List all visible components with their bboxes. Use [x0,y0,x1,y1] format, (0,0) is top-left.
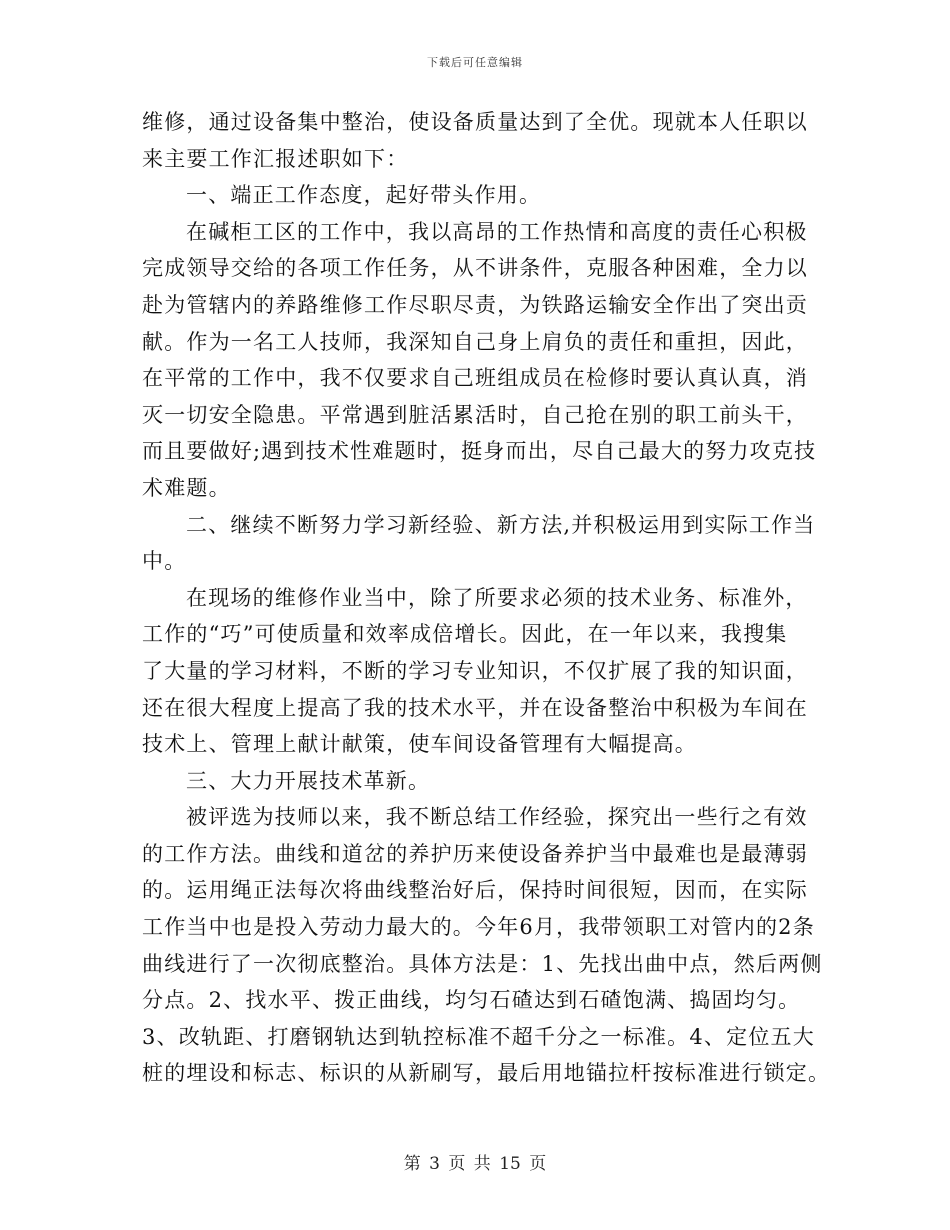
text-line: 了大量的学习材料，不断的学习专业知识，不仅扩展了我的知识面， [142,658,808,683]
text-line: 3、改轨距、打磨钢轨达到轨控标准不超千分之一标准。4、定位五大 [142,1024,815,1049]
text-line: 桩的埋设和标志、标识的从新刷写，最后用地锚拉杆按标准进行锁定。 [142,1061,831,1086]
text-line: 在碱柜工区的工作中，我以高昂的工作热情和高度的责任心积极 [186,219,808,244]
text-line: 被评选为技师以来，我不断总结工作经验，探究出一些行之有效 [186,805,808,830]
text-line: 中。 [142,549,187,574]
text-line: 来主要工作汇报述职如下： [142,146,409,171]
text-line: 三、大力开展技术革新。 [186,768,431,793]
text-line: 献。作为一名工人技师，我深知自己身上肩负的责任和重担，因此， [142,329,808,354]
text-line: 完成领导交给的各项工作任务，从不讲条件，克服各种困难，全力以 [142,256,808,281]
text-line: 还在很大程度上提高了我的技术水平，并在设备整治中积极为车间在 [142,695,808,720]
document-body [142,104,831,1092]
text-line: 工作当中也是投入劳动力最大的。今年6月，我带领职工对管内的2条 [142,915,815,940]
text-line: 维修，通过设备集中整治，使设备质量达到了全优。现就本人任职以 [142,110,808,134]
text-line: 一、端正工作态度，起好带头作用。 [186,183,542,208]
text-line: 曲线进行了一次彻底整治。具体方法是：1、先找出曲中点，然后两侧 [142,951,823,976]
text-line: 术难题。 [142,475,231,500]
text-line: 技术上、管理上献计献策，使车间设备管理有大幅提高。 [142,732,697,757]
page-footer: 第 3 页 共 15 页 [403,1154,547,1174]
text-line: 的。运用绳正法每次将曲线整治好后，保持时间很短，因而，在实际 [142,878,808,903]
text-line: 在现场的维修作业当中，除了所要求必须的技术业务、标准外， [186,585,808,610]
text-line: 灭一切安全隐患。平常遇到脏活累活时，自己抢在别的职工前头干， [142,402,808,427]
text-line: 二、继续不断努力学习新经验、新方法,并积极运用到实际工作当 [186,512,816,537]
text-line: 而且要做好;遇到技术性难题时，挺身而出，尽自己最大的努力攻克技 [142,439,817,464]
page-header: 下载后可任意编辑 [427,56,523,69]
text-line: 赴为管辖内的养路维修工作尽职尽责，为铁路运输安全作出了突出贡 [142,292,808,317]
text-line: 工作的“巧”可使质量和效率成倍增长。因此，在一年以来，我搜集 [142,622,788,647]
text-line: 的工作方法。曲线和道岔的养护历来使设备养护当中最难也是最薄弱 [142,841,808,866]
text-line: 在平常的工作中，我不仅要求自己班组成员在检修时要认真认真，消 [142,366,808,391]
text-line: 分点。2、找水平、拨正曲线，均匀石碴达到石碴饱满、捣固均匀。 [142,988,801,1013]
